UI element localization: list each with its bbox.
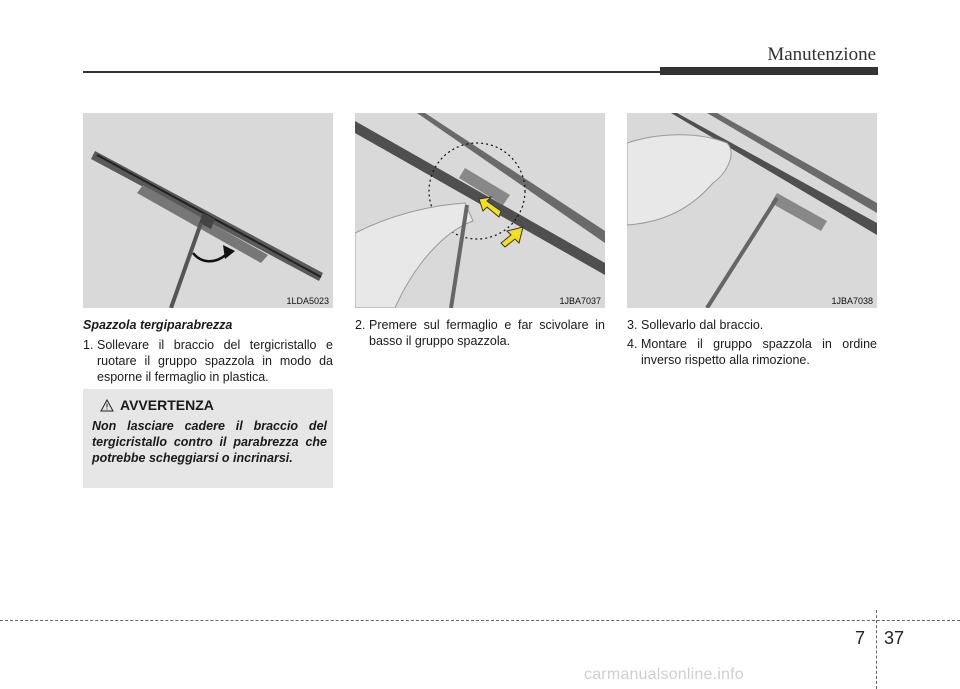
step-text: Sollevare il braccio del tergicristallo e ruotare il gruppo spazzola in modo da esporne il fermaglio in plastica.: [97, 338, 333, 384]
footer-divider: [876, 610, 877, 689]
page-number: 37: [884, 628, 905, 648]
step-1: [83, 337, 333, 385]
header-rule-accent: [660, 67, 878, 75]
warning-box: [83, 389, 333, 488]
column-3: [627, 317, 877, 371]
footer-rule: [0, 620, 960, 621]
step-text: Premere sul fermaglio e far scivolare in basso il gruppo spazzola.: [369, 318, 605, 348]
wiper-illustration-2: [355, 113, 605, 308]
warning-text: Non lasciare cadere il braccio del tergicristallo contro il parabrezza che potrebbe scheggiarsi o incrinarsi.: [92, 419, 327, 465]
step-4: [627, 336, 877, 368]
column-1: [83, 317, 333, 388]
chapter-number: 7: [855, 628, 866, 648]
step-number: 1.: [83, 338, 94, 352]
figure-press-clip: [355, 113, 605, 308]
header-rule: [83, 71, 663, 73]
step-2: [355, 317, 605, 349]
figure-code: 1LDA5023: [286, 296, 329, 306]
warning-triangle-icon: [100, 399, 114, 412]
step-number: 3.: [627, 318, 638, 332]
warning-title: AVVERTENZA: [120, 397, 214, 413]
step-text: Montare il gruppo spazzola in ordine inverso rispetto alla rimozione.: [641, 337, 877, 367]
figure-lift-off-arm: [627, 113, 877, 308]
watermark: carmanualsonline.info: [584, 666, 744, 683]
figure-code: 1JBA7037: [559, 296, 601, 306]
wiper-illustration-1: [83, 113, 333, 308]
figure-code: 1JBA7038: [831, 296, 873, 306]
step-number: 4.: [627, 337, 638, 351]
section-heading: Spazzola tergiparabrezza: [83, 318, 233, 332]
step-number: 2.: [355, 318, 366, 332]
figure-wiper-arm-lifted: [83, 113, 333, 308]
wiper-illustration-3: [627, 113, 877, 308]
step-text: Sollevarlo dal braccio.: [641, 318, 764, 332]
column-2: [355, 317, 605, 352]
section-title: Manutenzione: [767, 44, 876, 65]
step-3: [627, 317, 877, 333]
